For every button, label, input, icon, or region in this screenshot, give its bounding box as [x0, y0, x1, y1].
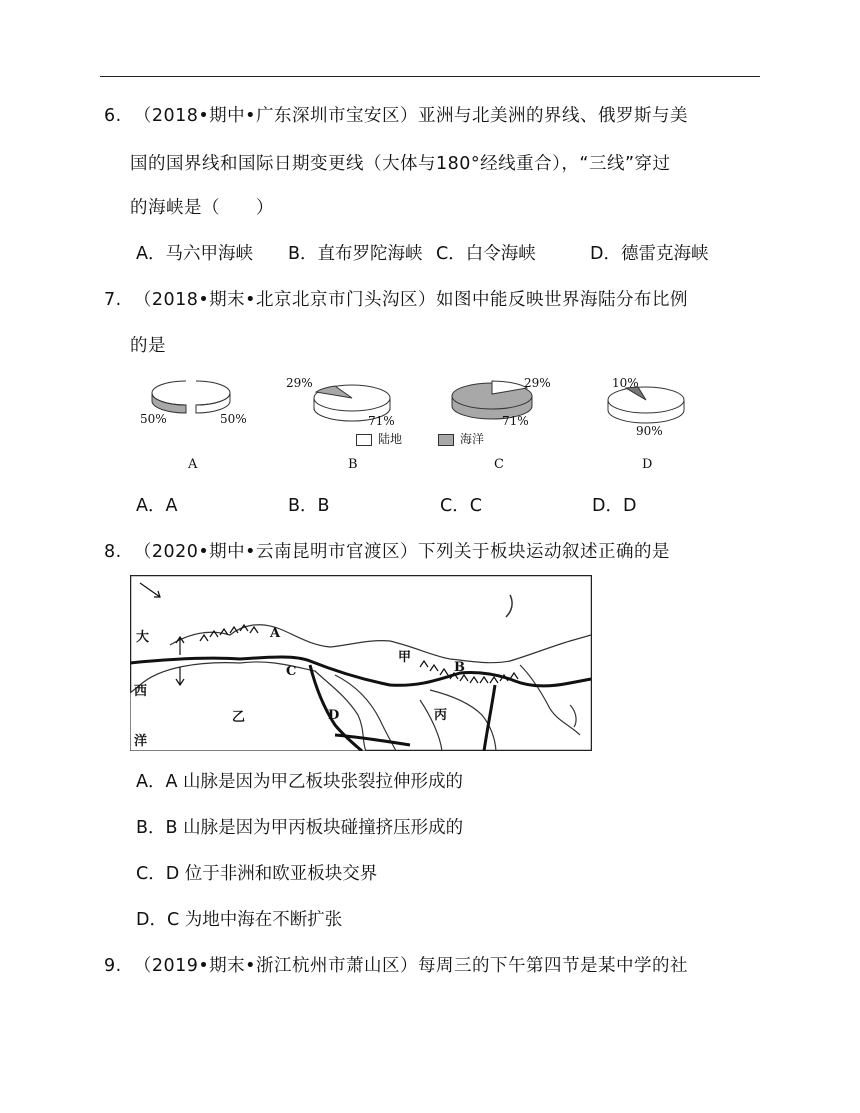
q6-option-b[interactable]: B．直布罗陀海峡 — [288, 244, 423, 264]
map-label-xi: 西 — [134, 684, 148, 699]
q6-option-a[interactable]: A．马六甲海峡 — [136, 244, 253, 264]
map-label-c: C — [286, 664, 297, 679]
legend-ocean-label: 海洋 — [460, 432, 485, 446]
map-label-jia: 甲 — [398, 650, 412, 665]
q9-line-1: 9. （2019•期末•浙江杭州市萧山区）每周三的下午第四节是某中学的社 — [104, 956, 689, 976]
pie-b-label-small: 29% — [286, 376, 313, 390]
pie-c-caption: C — [494, 457, 504, 472]
map-label-bing: 丙 — [434, 708, 448, 723]
pie-d-label-large: 90% — [636, 424, 663, 438]
pie-d-label-small: 10% — [612, 376, 639, 390]
pie-a-land-half — [196, 381, 230, 413]
q6-line-1: 6. （2018•期中•广东深圳市宝安区）亚洲与北美洲的界线、俄罗斯与美 — [104, 106, 689, 126]
q8-option-b[interactable]: B．B 山脉是因为甲丙板块碰撞挤压形成的 — [136, 818, 464, 838]
pie-a-label-left: 50% — [140, 412, 167, 426]
land-sea-pie-figure — [130, 370, 710, 480]
pie-a-ocean-half — [152, 381, 186, 413]
map-label-b: B — [454, 660, 465, 675]
q8-line-1: 8. （2020•期中•云南昆明市官渡区）下列关于板块运动叙述正确的是 — [104, 542, 671, 562]
q6-option-d[interactable]: D．德雷克海峡 — [590, 244, 709, 264]
map-label-d: D — [328, 708, 340, 723]
pie-d-caption: D — [642, 457, 653, 472]
map-label-da: 大 — [136, 630, 150, 645]
q7-option-b[interactable]: B．B — [288, 496, 330, 516]
q7-line-2: 的是 — [130, 336, 166, 356]
legend-land-swatch — [356, 434, 372, 446]
q7-line-1: 7. （2018•期末•北京北京市门头沟区）如图中能反映世界海陆分布比例 — [104, 290, 689, 310]
map-label-yi: 乙 — [232, 710, 246, 725]
q8-option-c[interactable]: C．D 位于非洲和欧亚板块交界 — [136, 864, 378, 884]
q6-option-c[interactable]: C．白令海峡 — [436, 244, 536, 264]
q7-option-c[interactable]: C．C — [440, 496, 482, 516]
pie-d — [608, 387, 684, 423]
pie-a-label-right: 50% — [220, 412, 247, 426]
pie-c-label-small: 29% — [524, 376, 551, 390]
plate-map-svg — [130, 575, 592, 751]
q8-option-d[interactable]: D．C 为地中海在不断扩张 — [136, 910, 343, 930]
q7-option-a[interactable]: A．A — [136, 496, 178, 516]
map-label-yang: 洋 — [134, 734, 148, 749]
legend-ocean-swatch — [438, 434, 454, 446]
q8-option-a[interactable]: A．A 山脉是因为甲乙板块张裂拉伸形成的 — [136, 772, 464, 792]
pie-a — [152, 381, 230, 413]
header-rule — [100, 76, 760, 77]
pie-b-label-large: 71% — [368, 414, 395, 428]
pie-a-caption: A — [188, 457, 198, 472]
q6-line-2: 国的国界线和国际日期变更线（大体与180°经线重合），“三线”穿过 — [130, 154, 671, 174]
pie-c-label-large: 71% — [502, 414, 529, 428]
plate-map-figure — [130, 575, 592, 751]
pie-b-caption: B — [348, 457, 358, 472]
legend-land-label: 陆地 — [378, 432, 403, 446]
q6-line-3: 的海峡是（ ） — [130, 198, 274, 218]
map-label-a: A — [270, 626, 281, 641]
q7-option-d[interactable]: D．D — [592, 496, 637, 516]
